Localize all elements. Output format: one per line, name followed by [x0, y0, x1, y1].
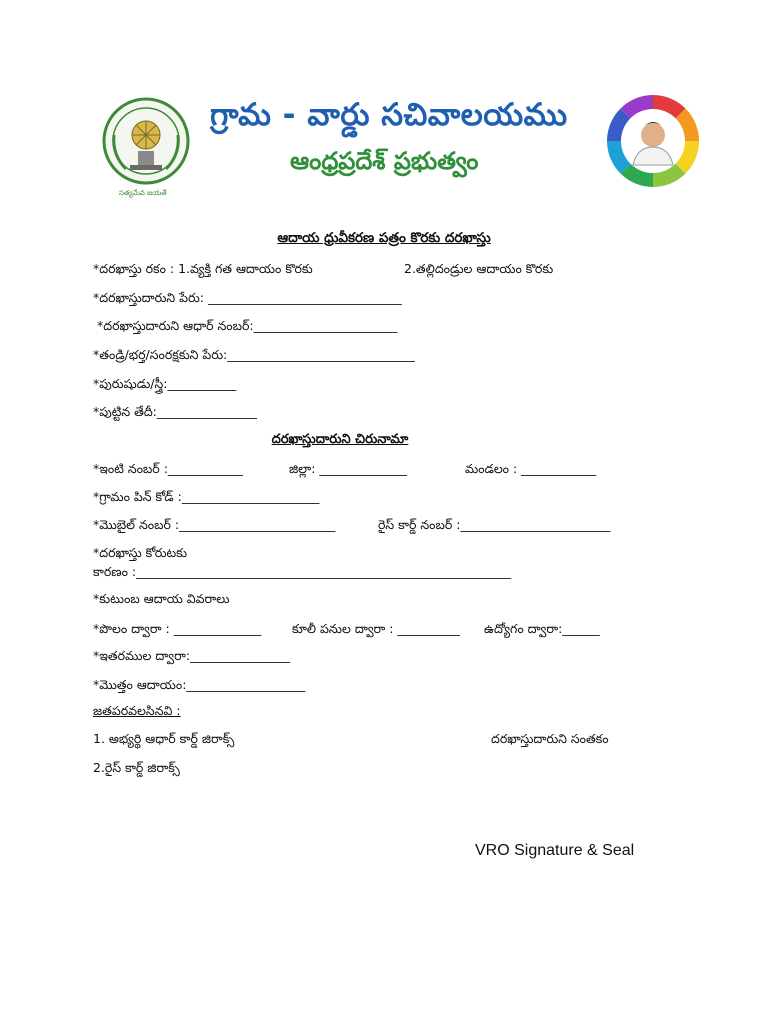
navaratnalu-logo: [605, 93, 701, 189]
gender-field: *పురుషుడు/స్త్రీ:___________: [93, 376, 237, 391]
application-type-field: *దరఖాస్తు రకం : 1.వ్యక్తి గత ఆదాయం కొరకు: [93, 261, 313, 276]
total-income-field: *మొత్తం ఆదాయం:___________________: [93, 677, 306, 692]
other-income-field: *ఇతరముల ద్వారా:________________: [93, 648, 291, 663]
vro-signature-label: VRO Signature & Seal: [475, 842, 635, 859]
application-type-option-2: 2.తల్లిదండ్రుల ఆదాయం కొరకు: [404, 261, 554, 276]
seal-motto: సత్యమేవ జయతే: [119, 189, 167, 197]
mandal-field: మండలం : ____________: [465, 461, 597, 476]
applicant-name-field: *దరఖాస్తుదారుని పేరు: _______________________________: [93, 290, 402, 305]
document-item: 1. అభ్యర్థి ఆధార్ కార్డ్ జిరాక్స్: [93, 731, 235, 746]
land-income-field: *పొలం ద్వారా : ______________: [93, 621, 262, 636]
ap-government-seal: [100, 95, 192, 199]
applicant-signature-label: దరఖాస్తుదారుని సంతకం: [491, 731, 609, 746]
house-number-field: *ఇంటి నంబర్ :____________: [93, 461, 243, 476]
pin-code-field: *గ్రామం పిన్ కోడ్ :______________________: [93, 489, 320, 504]
header-subtitle: ఆంధ్రప్రదేశ్ ప్రభుత్వం: [290, 147, 479, 175]
letterhead: [95, 85, 705, 210]
family-income-heading: *కుటుంబ ఆదాయ వివరాలు: [93, 591, 230, 606]
form-title: ఆదాయ ధ్రువీకరణ పత్రం కొరకు దరఖాస్తు: [277, 230, 491, 246]
job-income-field: ఉద్యోగం ద్వారా:______: [484, 621, 600, 636]
document-item: 2.రైస్ కార్డ్ జిరాక్స్: [93, 760, 180, 775]
address-section-title: దరఖాస్తుదారుని చిరునామా: [271, 432, 409, 447]
ration-card-number-field: రైస్ కార్డ్ నంబర్ :________________________: [378, 517, 611, 532]
header-title: గ్రామ - వార్డు సచివాలయము: [210, 97, 568, 133]
documents-heading: జతపరవలసినవి :: [93, 703, 181, 718]
reason-field: కారణం :____________________________________________________________: [93, 564, 512, 579]
reason-label: *దరఖాస్తు కోరుటకు: [93, 545, 188, 560]
labour-income-field: కూలీ పనుల ద్వారా : __________: [292, 621, 460, 636]
district-field: జిల్లా: ______________: [289, 461, 407, 476]
mobile-number-field: *మొబైల్ నంబర్ :_________________________: [93, 517, 336, 532]
aadhar-number-field: *దరఖాస్తుదారుని ఆధార్ నంబర్:_______________________: [97, 318, 398, 333]
guardian-name-field: *తండ్రి/భర్త/సంరక్షకుని పేరు:______________________________: [93, 347, 415, 362]
date-of-birth-field: *పుట్టిన తేదీ:________________: [93, 404, 257, 419]
